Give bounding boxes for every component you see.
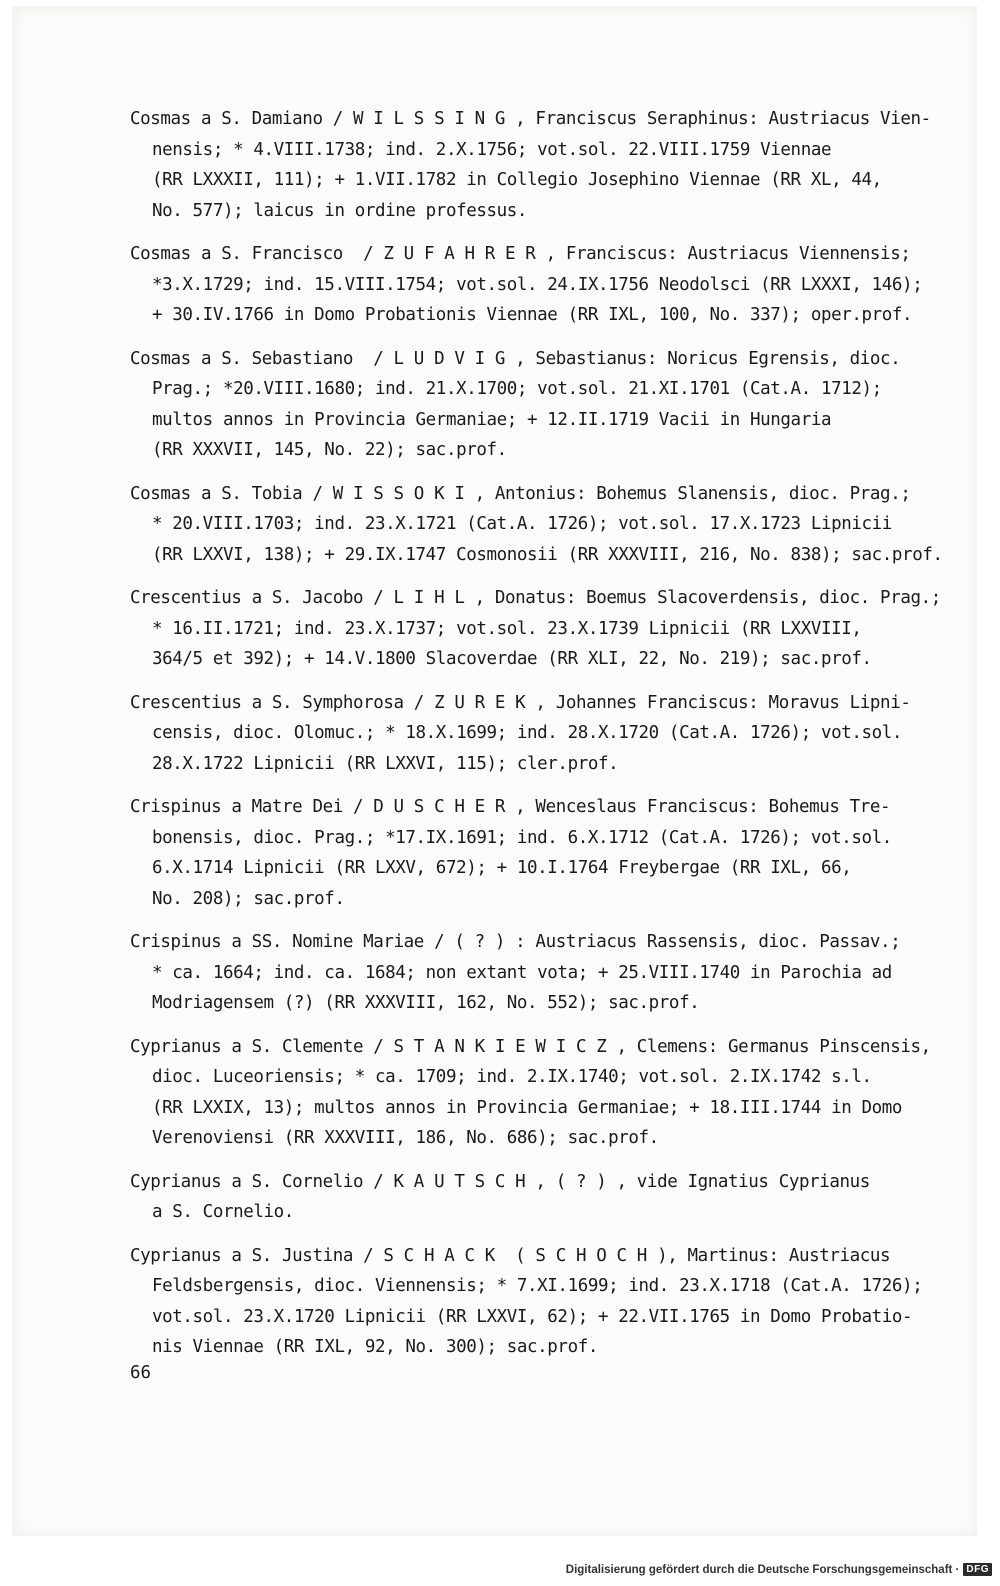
biography-entry xyxy=(130,239,950,331)
page-number: 66 xyxy=(130,1363,152,1383)
entry-heading-line: Crescentius a S. Symphorosa / Z U R E K , Johannes Franciscus: Moravus Lipni- xyxy=(130,692,911,713)
entry-heading-line: Cyprianus a S. Justina / S C H A C K ( S C H O C H ), Martinus: Austriacus xyxy=(130,1245,891,1266)
entry-text-line: nensis; * 4.VIII.1738; ind. 2.X.1756; vot.sol. 22.VIII.1759 Viennae xyxy=(152,139,832,160)
entry-list xyxy=(130,104,950,1376)
entry-text-line: 28.X.1722 Lipnicii (RR LXXVI, 115); cler.prof. xyxy=(152,753,619,774)
entry-heading-line: Crescentius a S. Jacobo / L I H L , Donatus: Boemus Slacoverdensis, dioc. Prag.; xyxy=(130,588,941,608)
biography-entry xyxy=(130,688,950,780)
entry-text-line: (RR LXXXII, 111); + 1.VII.1782 in Collegio Josephino Viennae (RR XL, 44, xyxy=(152,170,882,190)
entry-heading-line: Cosmas a S. Tobia / W I S S O K I , Antonius: Bohemus Slanensis, dioc. Prag.; xyxy=(130,483,911,504)
biography-entry xyxy=(130,104,950,226)
entry-text-line: + 30.IV.1766 in Domo Probationis Viennae (RR IXL, 100, No. 337); oper.prof. xyxy=(152,305,913,325)
dfg-logo: DFG xyxy=(963,1563,992,1576)
entry-heading-line: Cyprianus a S. Clemente / S T A N K I E W I C Z , Clemens: Germanus Pinscensis, xyxy=(130,1036,931,1057)
entry-text-line: (RR XXXVII, 145, No. 22); sac.prof. xyxy=(152,440,507,460)
entry-text-line: 6.X.1714 Lipnicii (RR LXXV, 672); + 10.I.1764 Freybergae (RR IXL, 66, xyxy=(152,858,852,878)
entry-text-line: No. 208); sac.prof. xyxy=(152,888,345,909)
entry-text-line: dioc. Luceoriensis; * ca. 1709; ind. 2.IX.1740; vot.sol. 2.IX.1742 s.l. xyxy=(152,1067,872,1087)
entry-heading-line: Crispinus a SS. Nomine Mariae / ( ? ) : Austriacus Rassensis, dioc. Passav.; xyxy=(130,932,901,952)
entry-text-line: nis Viennae (RR IXL, 92, No. 300); sac.prof. xyxy=(152,1337,598,1357)
entry-heading-line: Cosmas a S. Francisco / Z U F A H R E R , Franciscus: Austriacus Viennensis; xyxy=(130,244,911,264)
biography-entry xyxy=(130,1032,950,1154)
entry-text-line: vot.sol. 23.X.1720 Lipnicii (RR LXXVI, 62); + 22.VII.1765 in Domo Probatio- xyxy=(152,1306,913,1327)
entry-text-line: (RR LXXVI, 138); + 29.IX.1747 Cosmonosii (RR XXXVIII, 216, No. 838); sac.prof. xyxy=(152,544,943,565)
entry-heading-line: Cyprianus a S. Cornelio / K A U T S C H , ( ? ) , vide Ignatius Cyprianus xyxy=(130,1171,870,1192)
biography-entry xyxy=(130,792,950,914)
biography-entry xyxy=(130,344,950,466)
entry-heading-line: Crispinus a Matre Dei / D U S C H E R , Wenceslaus Franciscus: Bohemus Tre- xyxy=(130,797,891,817)
entry-heading-line: Cosmas a S. Damiano / W I L S S I N G , Franciscus Seraphinus: Austriacus Vien- xyxy=(130,109,931,129)
digitization-footer xyxy=(566,1563,992,1576)
entry-text-line: Modriagensem (?) (RR XXXVIII, 162, No. 552); sac.prof. xyxy=(152,993,700,1013)
biography-entry xyxy=(130,927,950,1019)
entry-text-line: *3.X.1729; ind. 15.VIII.1754; vot.sol. 24.IX.1756 Neodolsci (RR LXXXI, 146); xyxy=(152,274,923,295)
entry-text-line: censis, dioc. Olomuc.; * 18.X.1699; ind. 28.X.1720 (Cat.A. 1726); vot.sol. xyxy=(152,723,903,743)
entry-text-line: Verenoviensi (RR XXXVIII, 186, No. 686); sac.prof. xyxy=(152,1128,659,1148)
entry-text-line: * ca. 1664; ind. ca. 1684; non extant vota; + 25.VIII.1740 in Parochia ad xyxy=(152,962,892,983)
entry-text-line: * 16.II.1721; ind. 23.X.1737; vot.sol. 23.X.1739 Lipnicii (RR LXXVIII, xyxy=(152,618,862,639)
biography-entry xyxy=(130,479,950,571)
scanned-page xyxy=(12,6,977,1536)
entry-text-line: 364/5 et 392); + 14.V.1800 Slacoverdae (RR XLI, 22, No. 219); sac.prof. xyxy=(152,649,872,669)
footer-text: Digitalisierung gefördert durch die Deutsche Forschungsgemeinschaft · xyxy=(565,1563,960,1576)
entry-heading-line: Cosmas a S. Sebastiano / L U D V I G , Sebastianus: Noricus Egrensis, dioc. xyxy=(130,348,901,369)
biography-entry xyxy=(130,583,950,675)
entry-text-line: a S. Cornelio. xyxy=(152,1202,294,1222)
entry-text-line: multos annos in Provincia Germaniae; + 12.II.1719 Vacii in Hungaria xyxy=(152,409,832,430)
entry-text-line: * 20.VIII.1703; ind. 23.X.1721 (Cat.A. 1726); vot.sol. 17.X.1723 Lipnicii xyxy=(152,514,892,534)
entry-text-line: (RR LXXIX, 13); multos annos in Provincia Germaniae; + 18.III.1744 in Domo xyxy=(152,1097,903,1118)
biography-entry xyxy=(130,1241,950,1363)
biography-entry xyxy=(130,1167,950,1228)
entry-text-line: No. 577); laicus in ordine professus. xyxy=(152,200,528,221)
entry-text-line: bonensis, dioc. Prag.; *17.IX.1691; ind. 6.X.1712 (Cat.A. 1726); vot.sol. xyxy=(152,827,892,848)
entry-text-line: Prag.; *20.VIII.1680; ind. 21.X.1700; vot.sol. 21.XI.1701 (Cat.A. 1712); xyxy=(152,379,882,399)
entry-text-line: Feldsbergensis, dioc. Viennensis; * 7.XI.1699; ind. 23.X.1718 (Cat.A. 1726); xyxy=(152,1276,923,1296)
